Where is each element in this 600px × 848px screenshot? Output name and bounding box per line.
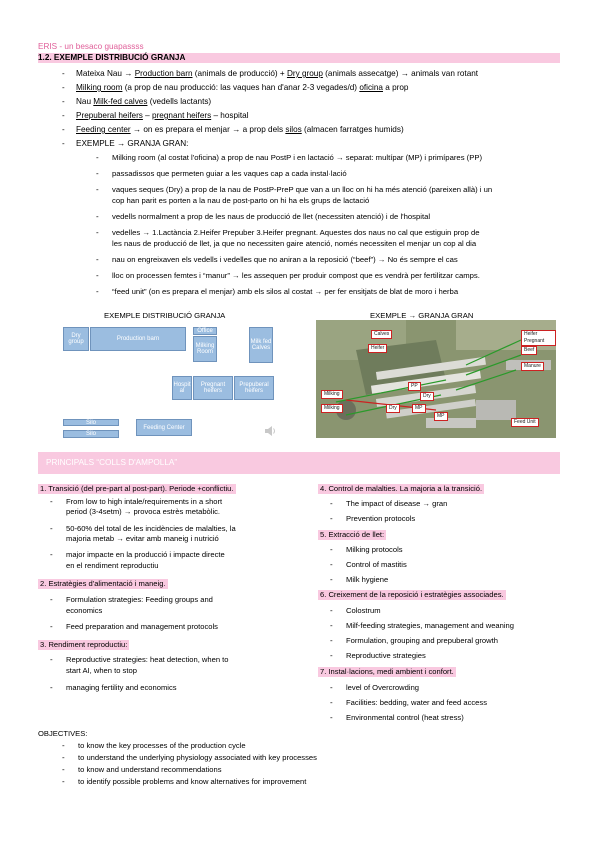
bullet-text: Milking protocols [346, 545, 403, 554]
bullet-dash: - [50, 622, 53, 631]
item-part-u1: Production barn [134, 69, 193, 78]
bullet-dash: - [62, 139, 65, 148]
office-box: Office [193, 327, 217, 335]
bullet-dash: - [330, 514, 333, 523]
bullet-text: Milf-feeding strategies, management and weaning [346, 621, 515, 630]
bullet-text: start AI, when to stop [66, 666, 137, 675]
sub-item: vaques seques (Dry) a prop de la nau de PostP-PreP que van a un lloc on hi ha més atenció (pareixen allà) i un [112, 185, 493, 194]
section-heading: 1. Transició (del pre-part al post-part). Periode +conflictiu. [40, 484, 234, 493]
objective-item: to identify possible problems and know alternatives for improvement [78, 777, 307, 786]
item-part-u2: silos [285, 125, 302, 134]
objectives-title: OBJECTIVES: [38, 729, 88, 738]
milking-room-box: Milking Room [193, 336, 217, 362]
objective-item: to know the key processes of the production cycle [78, 741, 246, 750]
bullet-dash: - [330, 651, 333, 660]
item-part-pre: Mateixa Nau → [76, 69, 135, 78]
item-part-u2: oficina [359, 83, 383, 92]
item-part-mid: (animals de producció) + [192, 69, 287, 78]
section-title: 1.2. EXEMPLE DISTRIBUCIÓ GRANJA [38, 53, 560, 63]
photo-label: PP [408, 382, 421, 391]
sub-bullet-dash: - [96, 153, 99, 162]
photo-label: Milking [321, 390, 343, 399]
sub-item: vedells normalment a prop de les naus de producció de llet (necessiten atenció) i de l'hospital [112, 212, 431, 221]
item-part-mid: (a prop de nau producció: las vaques han d'anar 2-3 vegades/d) [122, 83, 360, 92]
silo-box-2: Silo [63, 430, 119, 438]
list-item [76, 83, 408, 93]
sub-item: vedelles → 1.Lactància 2.Heifer Prepuber 3.Heifer pregnant. Aquestes dos naus no cal que estiguin prop de [112, 228, 480, 237]
section-heading: 3. Rendiment reproductiu: [40, 640, 128, 649]
sub-bullet-dash: - [96, 169, 99, 178]
item-part-mid: – [142, 111, 153, 120]
bullet-dash: - [330, 575, 333, 584]
bullet-text: Feed preparation and management protocols [66, 622, 218, 631]
photo-label: Feed Unit [511, 418, 539, 427]
hospital-box: Hospit al [172, 376, 192, 400]
right-figure-title: EXEMPLE → GRANJA GRAN [370, 311, 474, 320]
bullet-text: The impact of disease → gran [346, 499, 448, 508]
bullet-dash: - [62, 125, 65, 134]
sub-bullet-dash: - [96, 271, 99, 280]
sub-item: nau on engreixaven els vedells i vedelles que no aniran a la reposició (“beef”) → No és sempre el cas [112, 255, 458, 264]
bullet-dash: - [330, 499, 333, 508]
item-part-post: a prop [382, 83, 409, 92]
sub-item: passadissos que permeten guiar a les vaques cap a cada instal·lació [112, 169, 347, 178]
silo-box-1: Silo [63, 419, 119, 426]
objective-item: to understand the underlying physiology associated with key processes [78, 753, 317, 762]
left-figure-title: EXEMPLE DISTRIBUCIÓ GRANJA [104, 311, 226, 320]
bullet-dash: - [62, 97, 65, 106]
bullet-dash: - [330, 621, 333, 630]
item-part-u1: Milking room [76, 83, 123, 92]
dry-group-box: Dry group [63, 327, 89, 351]
list-item [76, 111, 249, 121]
bullet-text: Reproductive strategies: heat detection, when to [66, 655, 229, 664]
section-heading: 4. Control de malalties. La majoria a la transició. [320, 484, 483, 493]
bullet-text: Colostrum [346, 606, 381, 615]
bullet-dash: - [50, 524, 53, 533]
bullet-dash: - [50, 497, 53, 506]
sub-item: lloc on processen femtes i “manur” → les assequen per produir compost que es vendrà per fertilitzar camps. [112, 271, 480, 280]
section-heading: 6. Creixement de la reposició i estratègies associades. [320, 590, 504, 599]
bullet-dash: - [62, 83, 65, 92]
photo-label: MP [434, 412, 448, 421]
bullet-text: Facilities: bedding, water and feed access [346, 698, 487, 707]
bullet-dash: - [50, 655, 53, 664]
bullet-text: Control of mastitis [346, 560, 407, 569]
bullet-dash: - [330, 545, 333, 554]
item-part-u2: pregnant heifers [152, 111, 212, 120]
sub-item: “feed unit” (on es prepara el menjar) amb els silos al costat → per fer ensitjats de blat de moro i herba [112, 287, 459, 296]
item-part-post: (animals assecatge) → animals van rotant [322, 69, 479, 78]
banner-title: PRINCIPALS “COLLS D'AMPOLLA” [46, 458, 178, 467]
author-note: ERIS - un besaco guapassss [38, 42, 144, 51]
bullet-dash: - [330, 683, 333, 692]
bullet-text: en el rendiment reproductiu [66, 561, 159, 570]
photo-label: Manure [521, 362, 544, 371]
item-part-mid: → on es prepara el menjar → a prop dels [130, 125, 286, 134]
item-part-u2: Dry group [286, 69, 323, 78]
list-item [76, 125, 404, 135]
bullet-dash: - [62, 753, 65, 762]
section-heading: 7. Instal·lacions, medi ambient i confort. [320, 667, 454, 676]
bottlenecks-banner [38, 452, 560, 474]
bullet-dash: - [50, 550, 53, 559]
sub-bullet-dash: - [96, 287, 99, 296]
photo-label: Heifer Pregnant [521, 330, 556, 346]
sub-bullet-dash: - [96, 228, 99, 237]
photo-label: Dry [386, 404, 400, 413]
photo-label: Milking [321, 404, 343, 413]
milk-fed-calves-box: Milk fed Calves [249, 327, 273, 363]
item-part-pre: EXEMPLE → GRANJA GRAN: [76, 139, 189, 148]
bullet-dash: - [330, 713, 333, 722]
item-part-post: (almacen farratges humids) [301, 125, 404, 134]
sub-bullet-dash: - [96, 185, 99, 194]
bullet-text: Formulation strategies: Feeding groups and [66, 595, 213, 604]
photo-label: Calves [371, 330, 392, 339]
sub-bullet-dash: - [96, 255, 99, 264]
sub-item: Milking room (al costat l'oficina) a prop de nau PostP i en lactació → separat: multípar (MP) i primípares (PP) [112, 153, 483, 162]
list-item [76, 69, 478, 79]
bullet-text: level of Overcrowding [346, 683, 420, 692]
sub-item: les naus de producció de llet, ja que no necessiten gaire atenció, només necessiten el menjar un cop al dia [112, 239, 477, 248]
item-part-post: – hospital [211, 111, 249, 120]
bullet-text: managing fertility and economics [66, 683, 177, 692]
sub-item: cop han parit es porten a la nau de post-parto on hi ha els grups de lactació [112, 196, 370, 205]
bullet-text: Prevention protocols [346, 514, 416, 523]
bullet-dash: - [62, 111, 65, 120]
objective-item: to know and understand recommendations [78, 765, 222, 774]
feeding-center-box: Feeding Center [136, 419, 192, 436]
bullet-text: major impacte en la producció i impacte directe [66, 550, 225, 559]
bullet-dash: - [330, 636, 333, 645]
bullet-text: economics [66, 606, 103, 615]
bullet-dash: - [50, 595, 53, 604]
production-barn-box: Production barn [90, 327, 186, 351]
bullet-text: Environmental control (heat stress) [346, 713, 464, 722]
bullet-dash: - [62, 765, 65, 774]
bullet-dash: - [62, 741, 65, 750]
prepuberal-heifers-box: Prepuberal heifers [234, 376, 274, 400]
speaker-icon [264, 425, 276, 437]
list-item [76, 139, 188, 149]
list-item [76, 97, 211, 107]
bullet-dash: - [330, 606, 333, 615]
item-part-u1: Prepuberal heifers [76, 111, 143, 120]
bullet-dash: - [50, 683, 53, 692]
bullet-text: Formulation, grouping and prepuberal growth [346, 636, 498, 645]
bullet-text: From low to high intale/requirements in a short [66, 497, 223, 506]
item-part-u1: Milk-fed calves [93, 97, 148, 106]
bullet-dash: - [62, 777, 65, 786]
bullet-dash: - [330, 560, 333, 569]
item-part-pre: Nau [76, 97, 94, 106]
photo-label: Dry [420, 392, 434, 401]
photo-label: Beef [521, 346, 537, 355]
photo-label: MP [412, 404, 426, 413]
bullet-text: majoria metab → evitar amb maneig i nutrició [66, 534, 219, 543]
section-heading: 2. Estratègies d'alimentació i maneig. [40, 579, 166, 588]
bullet-text: period (3-4setm) → provoca estrès metabòlic. [66, 507, 221, 516]
bullet-text: Milk hygiene [346, 575, 389, 584]
sub-bullet-dash: - [96, 212, 99, 221]
bullet-dash: - [62, 69, 65, 78]
bullet-dash: - [330, 698, 333, 707]
bullet-text: Reproductive strategies [346, 651, 426, 660]
photo-label: Heifer [368, 344, 387, 353]
aerial-farm-photo [316, 320, 556, 438]
item-part-mid: (vedells lactants) [147, 97, 212, 106]
bullet-text: 50-60% del total de les incidències de malalties, la [66, 524, 236, 533]
section-heading: 5. Extracció de llet: [320, 530, 385, 539]
item-part-u1: Feeding center [76, 125, 131, 134]
pregnant-heifers-box: Pregnant heifers [193, 376, 233, 400]
